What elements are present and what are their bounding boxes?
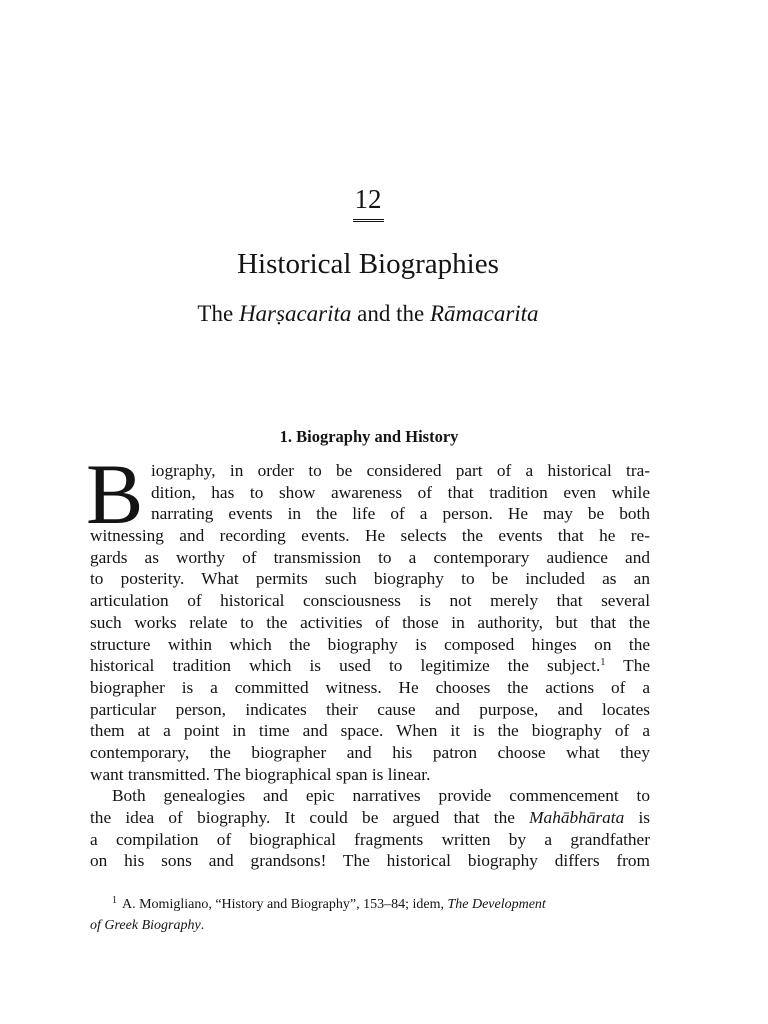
body-line: biographer is a committed witness. He chooses the actions of a bbox=[90, 677, 650, 697]
body-line: to posterity. What permits such biography to be included as an bbox=[90, 569, 650, 589]
footnote-marker: 1 bbox=[112, 895, 117, 906]
body-line: them at a point in time and space. When it is the biography of a bbox=[90, 721, 650, 741]
body-line: a compilation of biographical fragments written by a grandfather bbox=[90, 829, 650, 849]
body-line: structure within which the biography is composed hinges on the bbox=[90, 634, 650, 654]
work-title-mahabharata: Mahābhārata bbox=[529, 808, 625, 827]
footnote-line: of Greek Biography. bbox=[90, 918, 205, 933]
body-line: narrating events in the life of a person. He may be both bbox=[151, 504, 650, 524]
body-line: on his sons and grandsons! The historical biography differs from bbox=[90, 851, 650, 871]
body-line: want transmitted. The biographical span is linear. bbox=[90, 764, 431, 784]
body-line: articulation of historical consciousness is not merely that several bbox=[90, 591, 650, 611]
footnote-reference[interactable]: 1 bbox=[600, 657, 606, 669]
body-line: dition, has to show awareness of that tradition even while bbox=[151, 482, 650, 502]
body-line: witnessing and recording events. He selects the events that he re- bbox=[90, 526, 650, 546]
chapter-number: 12 bbox=[0, 182, 736, 222]
work-title-ramacarita: Rāmacarita bbox=[429, 301, 539, 326]
section-heading: 1. Biography and History bbox=[279, 427, 459, 446]
body-line: iography, in order to be considered part of a historical tra- bbox=[151, 461, 650, 480]
footnote-line: $^1$ A. Momigliano, “History and Biography”, 153–84; idem, The Development bbox=[112, 895, 546, 912]
chapter-title: Historical Biographies bbox=[237, 248, 499, 280]
body-line: Both genealogies and epic narratives provide commencement to bbox=[112, 786, 650, 806]
body-line: historical tradition which is used to legitimize the subject.$^1$ The bbox=[90, 656, 650, 676]
paragraph-body bbox=[90, 460, 650, 872]
work-title-harsacarita: Harṣacarita bbox=[238, 301, 352, 326]
body-line: contemporary, the biographer and his patron choose what they bbox=[90, 742, 650, 762]
footnote bbox=[90, 890, 650, 936]
body-line: such works relate to the activities of those in authority, but that the bbox=[90, 612, 650, 632]
body-line: gards as worthy of transmission to a contemporary audience and bbox=[90, 547, 650, 567]
body-line: the idea of biography. It could be argued that the Mahābhārata is bbox=[90, 808, 650, 827]
drop-cap: B bbox=[86, 446, 144, 542]
body-line: particular person, indicates their cause and purpose, and locates bbox=[90, 699, 650, 719]
chapter-subtitle: The Harṣacarita and the Rāmacarita bbox=[197, 301, 539, 326]
